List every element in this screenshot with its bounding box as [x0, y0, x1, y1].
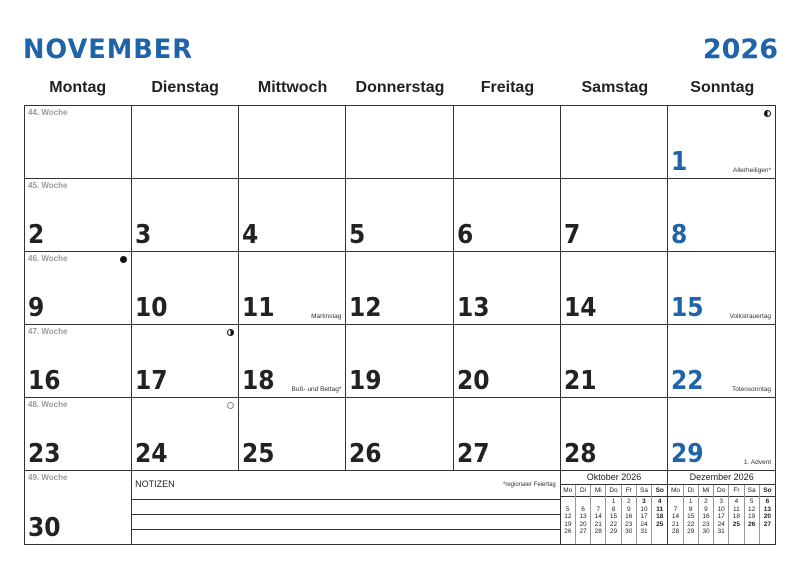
weekday-tuesday: Dienstag	[151, 79, 219, 96]
day-cell[interactable]	[668, 106, 775, 179]
mini-day	[576, 498, 590, 506]
day-cell[interactable]	[454, 398, 561, 471]
mini-day: 17	[717, 513, 725, 521]
week-label: 49. Woche	[28, 473, 68, 482]
mini-weekday-header: Fr	[622, 485, 636, 497]
mini-day	[760, 528, 775, 536]
mini-calendar-title: Dezember 2026	[668, 471, 775, 485]
mini-weekday-header: Mo	[561, 485, 575, 497]
mini-day: 24	[717, 520, 725, 528]
mini-day: 13	[579, 513, 587, 521]
mini-day	[561, 498, 575, 506]
day-cell[interactable]	[25, 252, 132, 325]
day-cell[interactable]	[132, 252, 239, 325]
mini-weekday-header: Do	[606, 485, 620, 497]
mini-day: 12	[748, 505, 756, 513]
day-number: 27	[456, 439, 490, 469]
notes-area[interactable]	[132, 471, 561, 544]
day-cell[interactable]	[454, 106, 561, 179]
day-number: 2	[28, 220, 45, 250]
mini-day: 23	[702, 520, 710, 528]
mini-day: 11	[733, 505, 740, 513]
mini-day: 26	[564, 528, 572, 536]
weekday-saturday: Samstag	[581, 79, 649, 96]
mini-day: 29	[609, 528, 618, 536]
mini-weekday-header: Fr	[729, 485, 743, 497]
mini-day: 12	[564, 513, 572, 521]
day-number: 29	[670, 439, 704, 469]
notes-line[interactable]	[132, 500, 560, 515]
mini-day: 23	[625, 520, 633, 528]
day-number: 12	[349, 293, 382, 323]
mini-day: 15	[687, 513, 695, 521]
mini-day: 27	[763, 520, 771, 528]
day-cell[interactable]	[454, 252, 561, 325]
mini-day: 1	[688, 498, 693, 505]
mini-weekday-header: Mi	[591, 485, 605, 497]
mini-day: 20	[579, 520, 587, 528]
mini-day: 10	[640, 505, 648, 513]
mini-day: 30	[625, 528, 633, 536]
week-label: 45. Woche	[28, 181, 68, 190]
day-number: 7	[563, 220, 580, 250]
mini-day: 6	[581, 505, 585, 513]
day-number: 11	[242, 293, 275, 323]
mini-day	[745, 528, 759, 536]
day-number: 10	[135, 293, 168, 323]
mini-day: 30	[702, 528, 710, 536]
weekday-monday: Montag	[49, 79, 107, 96]
mini-day: 22	[687, 520, 695, 528]
mini-day: 25	[732, 520, 741, 528]
holiday-label: Buß- und Bettag*	[291, 386, 342, 393]
mini-weekday-header: So	[760, 485, 775, 497]
mini-day: 14	[594, 513, 602, 521]
day-cell[interactable]	[346, 179, 453, 252]
weekday-header-row	[24, 79, 776, 103]
day-cell[interactable]	[668, 179, 775, 252]
mini-day: 7	[673, 505, 678, 513]
mini-calendar	[668, 471, 775, 544]
day-number: 22	[670, 366, 704, 396]
day-cell[interactable]	[561, 179, 668, 252]
day-cell[interactable]	[25, 325, 132, 398]
day-cell[interactable]	[561, 398, 668, 471]
day-number: 6	[456, 220, 473, 250]
mini-weekday-header: Di	[576, 485, 590, 497]
mini-day	[729, 528, 743, 536]
weekday-friday: Freitag	[480, 79, 535, 96]
mini-day: 28	[594, 528, 602, 536]
mini-day	[591, 498, 605, 506]
mini-day: 21	[594, 520, 602, 528]
day-number: 17	[135, 366, 168, 396]
day-cell[interactable]	[346, 252, 453, 325]
day-number: 23	[28, 439, 61, 469]
mini-calendars	[561, 471, 775, 544]
day-number: 1	[670, 147, 688, 177]
mini-day: 9	[704, 505, 708, 513]
mini-day: 2	[626, 498, 631, 505]
mini-day: 2	[704, 498, 708, 505]
holiday-label: Martinstag	[311, 313, 342, 320]
day-number: 30	[28, 513, 61, 543]
weekday-wednesday: Mittwoch	[257, 79, 328, 96]
mini-weekday-header: Mi	[699, 485, 713, 497]
mini-day: 19	[564, 520, 572, 528]
mini-day: 3	[642, 498, 646, 505]
mini-weekday-header: Di	[684, 485, 698, 497]
day-cell[interactable]	[561, 252, 668, 325]
week-label: 48. Woche	[28, 400, 68, 409]
mini-weekday-header: Do	[714, 485, 728, 497]
moon-phase-half-right-icon	[764, 110, 771, 117]
mini-day: 6	[765, 498, 770, 505]
calendar-grid	[24, 105, 776, 545]
mini-day: 29	[687, 528, 695, 536]
mini-day: 3	[719, 498, 723, 505]
mini-calendar	[561, 471, 669, 544]
holiday-label: 1. Advent	[743, 459, 771, 466]
day-cell[interactable]	[239, 252, 346, 325]
day-cell[interactable]	[346, 106, 453, 179]
day-number: 26	[349, 439, 382, 469]
day-cell[interactable]	[239, 106, 346, 179]
holiday-label: Volkstrauertag	[729, 313, 771, 320]
mini-day: 31	[640, 528, 648, 536]
month-title: NOVEMBER	[23, 34, 193, 65]
moon-phase-half-left-icon	[227, 329, 234, 336]
mini-day: 16	[625, 513, 633, 521]
mini-day: 13	[763, 505, 771, 513]
weekday-thursday: Donnerstag	[355, 79, 445, 96]
day-number: 4	[242, 220, 259, 250]
day-cell[interactable]	[239, 179, 346, 252]
mini-day: 31	[717, 528, 725, 536]
year-title: 2026	[702, 34, 778, 65]
mini-day: 8	[611, 505, 616, 513]
mini-day: 24	[640, 520, 648, 528]
day-cell[interactable]	[25, 106, 132, 179]
mini-day: 14	[671, 513, 680, 521]
mini-day: 22	[609, 520, 618, 528]
day-cell[interactable]	[239, 325, 346, 398]
day-number: 13	[456, 293, 490, 323]
day-number: 14	[563, 293, 597, 323]
mini-weekday-header: So	[652, 485, 667, 497]
mini-day: 21	[671, 520, 680, 528]
day-cell[interactable]	[346, 398, 453, 471]
mini-day: 20	[763, 513, 771, 521]
day-cell[interactable]	[561, 106, 668, 179]
day-cell[interactable]	[668, 252, 775, 325]
day-cell[interactable]	[25, 398, 132, 471]
day-number: 5	[349, 220, 366, 250]
mini-day: 4	[657, 498, 662, 505]
day-number: 21	[563, 366, 597, 396]
week-label: 46. Woche	[28, 254, 68, 263]
day-cell[interactable]	[668, 325, 775, 398]
day-cell[interactable]	[132, 398, 239, 471]
day-cell[interactable]	[668, 398, 775, 471]
day-cell[interactable]	[346, 325, 453, 398]
mini-day: 9	[626, 505, 631, 513]
moon-phase-new-icon	[120, 256, 127, 263]
mini-day	[652, 528, 667, 536]
day-number: 24	[135, 439, 168, 469]
mini-weekday-header: Mo	[668, 485, 682, 497]
footnote-regional-holiday: *regionaler Feiertag	[503, 482, 556, 488]
holiday-label: Totensonntag	[731, 386, 771, 393]
mini-weekday-header: Sa	[745, 485, 759, 497]
day-number: 28	[563, 439, 597, 469]
mini-day: 8	[688, 505, 693, 513]
day-number: 19	[349, 366, 382, 396]
day-cell[interactable]	[239, 398, 346, 471]
day-cell[interactable]	[454, 325, 561, 398]
mini-day: 19	[748, 513, 756, 521]
day-cell[interactable]	[454, 179, 561, 252]
day-number: 18	[242, 366, 275, 396]
weekday-sunday: Sonntag	[690, 79, 755, 96]
day-number: 15	[670, 293, 704, 323]
day-cell[interactable]	[132, 106, 239, 179]
mini-day: 26	[748, 520, 756, 528]
mini-calendar-title: Oktober 2026	[561, 471, 668, 485]
mini-day	[668, 498, 682, 506]
week-label: 47. Woche	[28, 327, 68, 336]
mini-day: 28	[671, 528, 680, 536]
day-number: 20	[456, 366, 490, 396]
day-cell[interactable]	[561, 325, 668, 398]
mini-day: 11	[656, 505, 664, 513]
holiday-label: Allerheiligen*	[733, 167, 771, 174]
mini-day: 17	[640, 513, 648, 521]
day-number: 8	[670, 220, 688, 250]
day-cell[interactable]	[132, 325, 239, 398]
day-number: 25	[242, 439, 275, 469]
mini-day: 27	[579, 528, 587, 536]
day-number: 3	[135, 220, 152, 250]
moon-phase-full-icon	[227, 402, 234, 409]
mini-weekday-header: Sa	[637, 485, 651, 497]
mini-day: 18	[656, 513, 664, 521]
week-label: 44. Woche	[28, 108, 68, 117]
mini-day: 25	[656, 520, 664, 528]
notes-label: NOTIZEN	[135, 479, 175, 489]
mini-day: 5	[566, 505, 570, 513]
mini-day: 16	[702, 513, 710, 521]
day-cell[interactable]	[25, 179, 132, 252]
day-cell[interactable]	[132, 179, 239, 252]
mini-day: 4	[734, 498, 739, 505]
mini-day: 1	[611, 498, 616, 505]
day-number: 16	[28, 366, 61, 396]
day-cell[interactable]	[25, 471, 132, 544]
mini-day: 7	[596, 505, 601, 513]
notes-line[interactable]	[132, 515, 560, 530]
mini-day: 5	[749, 498, 754, 505]
mini-day: 10	[717, 505, 725, 513]
day-number: 9	[28, 293, 45, 323]
mini-day: 18	[732, 513, 741, 521]
notes-line[interactable]	[132, 530, 560, 544]
mini-day: 15	[609, 513, 618, 521]
